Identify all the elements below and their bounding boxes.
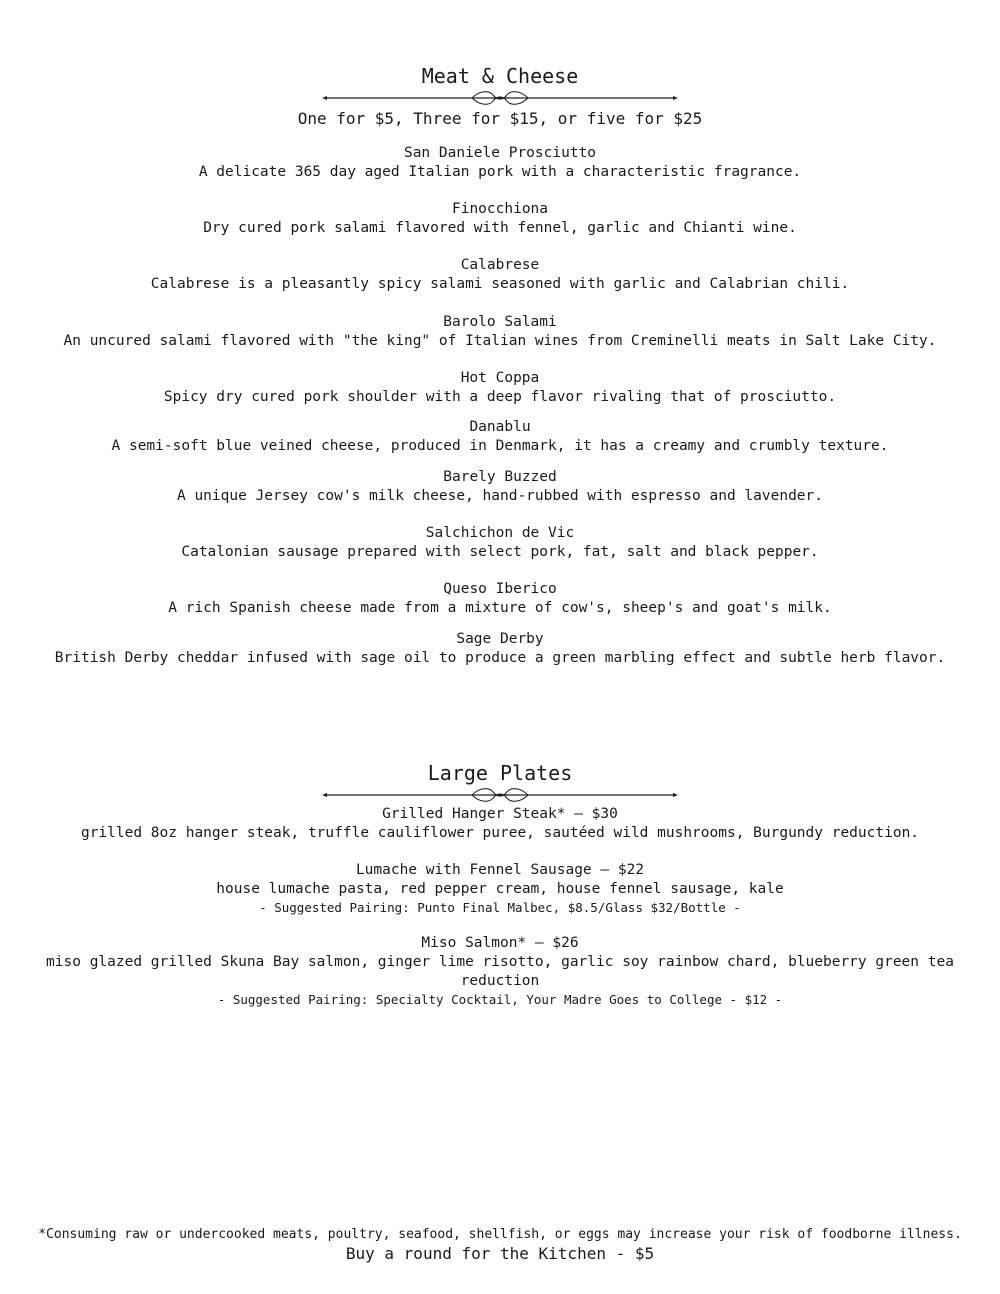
large-plates-title: Large Plates (427, 761, 573, 785)
item-name: Lumache with Fennel Sausage — $22 (355, 862, 645, 878)
item-description: Dry cured pork salami flavored with fennel, garlic and Chianti wine. (203, 220, 797, 236)
menu-item (20, 580, 980, 618)
item-description: miso glazed grilled Skuna Bay salmon, ginger lime risotto, garlic soy rainbow chard, blueberry green tea reduction (46, 954, 954, 989)
item-description: A delicate 365 day aged Italian pork with a characteristic fragrance. (198, 164, 802, 180)
item-name: Grilled Hanger Steak* — $30 (382, 806, 618, 822)
item-name: Hot Coppa (460, 370, 540, 386)
menu-item (20, 524, 980, 562)
item-name: Sage Derby (456, 631, 544, 647)
item-description: A rich Spanish cheese made from a mixture of cow's, sheep's and goat's milk. (168, 600, 832, 616)
menu-item (20, 418, 980, 456)
item-description: A semi-soft blue veined cheese, produced in Denmark, it has a creamy and crumbly texture. (111, 438, 889, 454)
menu-item (20, 630, 980, 668)
item-name: Queso Iberico (443, 581, 557, 597)
item-name: Finocchiona (451, 201, 549, 217)
item-name: Salchichon de Vic (425, 525, 575, 541)
menu-item (20, 468, 980, 506)
item-pairing: - Suggested Pairing: Punto Final Malbec, $8.5/Glass $32/Bottle - (259, 900, 741, 915)
menu-item (20, 256, 980, 294)
item-name: Barolo Salami (443, 314, 557, 330)
menu-item (20, 144, 980, 182)
item-name: San Daniele Prosciutto (403, 145, 597, 161)
menu-item (20, 861, 980, 916)
item-description: An uncured salami flavored with "the king" of Italian wines from Creminelli meats in Salt Lake City. (63, 333, 937, 349)
menu-item (20, 313, 980, 351)
item-name: Calabrese (460, 257, 540, 273)
menu-item (20, 934, 980, 1008)
item-name: Miso Salmon* — $26 (421, 935, 579, 951)
menu-item (20, 805, 980, 843)
item-pairing: - Suggested Pairing: Specialty Cocktail, Your Madre Goes to College - $12 - (217, 992, 783, 1007)
item-name: Danablu (469, 419, 531, 435)
item-description: A unique Jersey cow's milk cheese, hand-rubbed with espresso and lavender. (176, 488, 823, 504)
buy-a-round-line: Buy a round for the Kitchen - $5 (345, 1244, 655, 1263)
item-name: Barely Buzzed (443, 469, 557, 485)
menu-item (20, 200, 980, 238)
item-description: Calabrese is a pleasantly spicy salami seasoned with garlic and Calabrian chili. (150, 276, 850, 292)
item-description: house lumache pasta, red pepper cream, house fennel sausage, kale (216, 881, 784, 897)
flourish-divider-icon (322, 788, 678, 802)
meat-cheese-title: Meat & Cheese (421, 64, 579, 88)
menu-item (20, 369, 980, 407)
pricing-line: One for $5, Three for $15, or five for $25 (297, 109, 703, 128)
raw-food-disclaimer: *Consuming raw or undercooked meats, poultry, seafood, shellfish, or eggs may increase your risk of foodborne illness. (38, 1227, 962, 1242)
item-description: British Derby cheddar infused with sage oil to produce a green marbling effect and subtle herb flavor. (54, 650, 946, 666)
item-description: Catalonian sausage prepared with select pork, fat, salt and black pepper. (181, 544, 819, 560)
item-description: grilled 8oz hanger steak, truffle cauliflower puree, sautéed wild mushrooms, Burgundy reduction. (80, 825, 920, 841)
item-description: Spicy dry cured pork shoulder with a deep flavor rivaling that of prosciutto. (163, 389, 837, 405)
flourish-divider-icon (322, 91, 678, 105)
